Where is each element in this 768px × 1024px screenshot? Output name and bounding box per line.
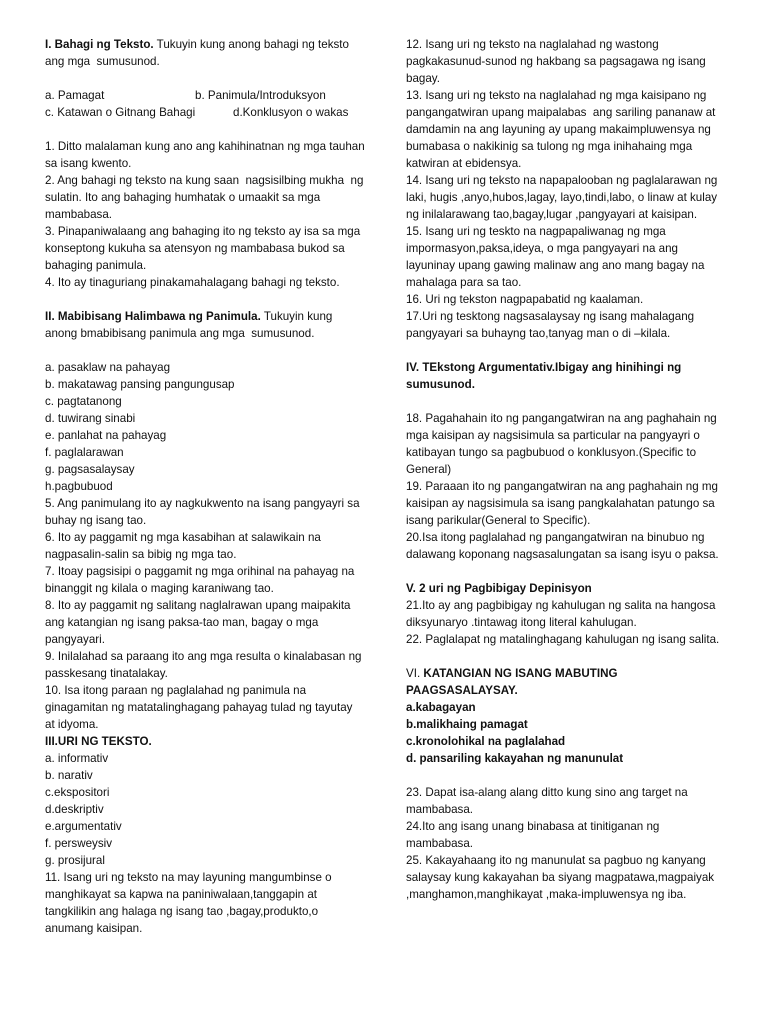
section-4-heading: IV. TEkstong Argumentativ.Ibigay ang hinihingi ng sumusunod.	[406, 361, 685, 391]
choice-item: b.malikhaing pamagat	[406, 718, 528, 731]
question-item: 1. Ditto malalaman kung ano ang kahihinatnan ng mga tauhan sa isang kwento.	[45, 140, 368, 170]
choice-item: b. narativ	[45, 769, 93, 782]
section-2-heading: II. Mabibisang Halimbawa ng Panimula.	[45, 310, 261, 323]
choice-item: d.deskriptiv	[45, 803, 104, 816]
question-item: 13. Isang uri ng teksto na naglalahad ng mga kaisipano ng pangangatwiran upang maipalabas ang sariling pananaw at damdamin na ang layuning ay upang makaimpluwensya ng bumabasa o nakikinig sa tulong ng mga inihahaing mga katwiran at ebidensya.	[406, 89, 719, 170]
section-2-instruction: Tukuyin kung anong bmabibisang panimula ang mga sumusunod.	[45, 310, 336, 340]
question-item: 25. Kakayahaang ito ng manunulat sa pagbuo ng kanyang salaysay kung kakayahan ba siyang magpatawa,magpaiyak ,manghamon,manghikayat ,maka-impluwensya ng iba.	[406, 854, 718, 901]
choice-item: a. pasaklaw na pahayag	[45, 361, 171, 374]
section-6-title	[406, 665, 726, 699]
choice-item: c. pagtatanong	[45, 395, 122, 408]
question-item: 7. Itoay pagsisipi o paggamit ng mga orihinal na pahayag na binanggit ng kilala o maging karaniwang tao.	[45, 565, 358, 595]
choice-item: d. tuwirang sinabi	[45, 412, 136, 425]
section-1-title	[45, 36, 365, 70]
choice-item: b. Panimula/Introduksyon	[195, 89, 326, 102]
section-6-heading: KATANGIAN NG ISANG MABUTING PAAGSASALAYSAY.	[406, 667, 621, 697]
choice-item: c. Katawan o Gitnang Bahagi	[45, 106, 196, 119]
section-5-heading: V. 2 uri ng Pagbibigay Depinisyon	[406, 582, 592, 595]
section-1-heading: I. Bahagi ng Teksto.	[45, 38, 154, 51]
question-item: 11. Isang uri ng teksto na may layuning mangumbinse o manghikayat sa kapwa na paniniwalaan,tanggapin at tangkilikin ang halaga ng isang tao ,bagay,produkto,o anumang kaisipan.	[45, 871, 335, 935]
question-item: 6. Ito ay paggamit ng mga kasabihan at salawikain na nagpasalin-salin sa bibig ng mga tao.	[45, 531, 325, 561]
choice-item: a. Pamagat	[45, 89, 105, 102]
question-item: 20.Isa itong paglalahad ng pangangatwiran na binubuo ng dalawang koponang nagsasalungatan sa isang isyu o paksa.	[406, 531, 719, 561]
question-item: 12. Isang uri ng teksto na naglalahad ng wastong pagkakasunud-sunod ng hakbang sa pagsagawa ng isang bagay.	[406, 38, 709, 85]
section-3-heading: III.URI NG TEKSTO.	[45, 735, 152, 748]
right-column	[406, 36, 726, 903]
section-2-title	[45, 308, 365, 342]
choice-item: f. persweysiv	[45, 837, 113, 850]
left-column	[45, 36, 368, 937]
question-item: 18. Pagahahain ito ng pangangatwiran na ang paghahain ng mga kaisipan ay nagsisimula sa particular na pangyayri o katibayan tungo sa pagbubuod o konklusyon.(Specific to General)	[406, 412, 720, 476]
choice-item: d. pansariling kakayahan ng manunulat	[406, 752, 624, 765]
choice-item: e. panlahat na pahayag	[45, 429, 167, 442]
question-item: 21.Ito ay ang pagbibigay ng kahulugan ng salita na hangosa diksyunaryo .tintawag itong literal kahulugan.	[406, 599, 719, 629]
question-item: 15. Isang uri ng teskto na nagpapaliwanag ng mga impormasyon,paksa,ideya, o mga pangyayari na ang layuninay upang gawing malinaw ang ano mang bagay na mahalaga para sa tao.	[406, 225, 708, 289]
question-item: 14. Isang uri ng teksto na napapalooban ng paglalarawan ng laki, hugis ,anyo,hubos,lagay, layo,tindi,labo, o linaw at kulay ng inilalarawang tao,bagay,lugar ,pangyayari at kaisipan.	[406, 174, 721, 221]
question-item: 23. Dapat isa-alang alang ditto kung sino ang target na mambabasa.	[406, 786, 691, 816]
section-6-prefix: VI.	[406, 667, 424, 680]
choice-item: g. pagsasalaysay	[45, 463, 135, 476]
question-item: 24.Ito ang isang unang binabasa at tinitiganan ng mambabasa.	[406, 820, 663, 850]
choice-item: d.Konklusyon o wakas	[233, 106, 349, 119]
choice-item: g. prosijural	[45, 854, 105, 867]
question-item: 10. Isa itong paraan ng paglalahad ng panimula na ginagamitan ng matatalinghagang pahayag tulad ng tayutay at idyoma.	[45, 684, 356, 731]
choice-item: b. makatawag pansing pangungusap	[45, 378, 235, 391]
choice-item: f. paglalarawan	[45, 446, 124, 459]
section-1-choices	[45, 87, 365, 121]
choice-item: a. informativ	[45, 752, 109, 765]
question-item: 3. Pinapaniwalaang ang bahaging ito ng teksto ay isa sa mga konseptong kukuha sa atensyon ng mambabasa bukod sa bahaging panimula.	[45, 225, 364, 272]
question-item: 22. Paglalapat ng matalinghagang kahulugan ng isang salita.	[406, 633, 720, 646]
question-item: 19. Paraaan ito ng pangangatwiran na ang paghahain ng mg kaisipan ay nagsisimula sa isang pangkalahatan patungo sa isang parikular(General to Specific).	[406, 480, 722, 527]
question-item: 16. Uri ng tekston nagpapabatid ng kaalaman.	[406, 293, 644, 306]
question-item: 5. Ang panimulang ito ay nagkukwento na isang pangyayri sa buhay ng isang tao.	[45, 497, 363, 527]
question-item: 2. Ang bahagi ng teksto na kung saan nagsisilbing mukha ng sulatin. Ito ang bahaging humhatak o umaakit sa mga mambabasa.	[45, 174, 367, 221]
choice-item: c.kronolohikal na paglalahad	[406, 735, 566, 748]
question-item: 9. Inilalahad sa paraang ito ang mga resulta o kinalabasan ng passkesang tinatalakay.	[45, 650, 365, 680]
choice-item: c.ekspositori	[45, 786, 110, 799]
question-item: 17.Uri ng tesktong nagsasalaysay ng isang mahalagang pangyayari sa buhayng tao,tanyag man o di –kilala.	[406, 310, 698, 340]
choice-item: e.argumentativ	[45, 820, 122, 833]
section-1-instruction: Tukuyin kung anong bahagi ng teksto ang mga sumusunod.	[45, 38, 353, 68]
choice-item: a.kabagayan	[406, 701, 476, 714]
choice-item: h.pagbubuod	[45, 480, 113, 493]
question-item: 4. Ito ay tinaguriang pinakamahalagang bahagi ng teksto.	[45, 276, 340, 289]
question-item: 8. Ito ay paggamit ng salitang naglalrawan upang maipakita ang katangian ng isang paksa-tao man, bagay o mga pangyayari.	[45, 599, 354, 646]
